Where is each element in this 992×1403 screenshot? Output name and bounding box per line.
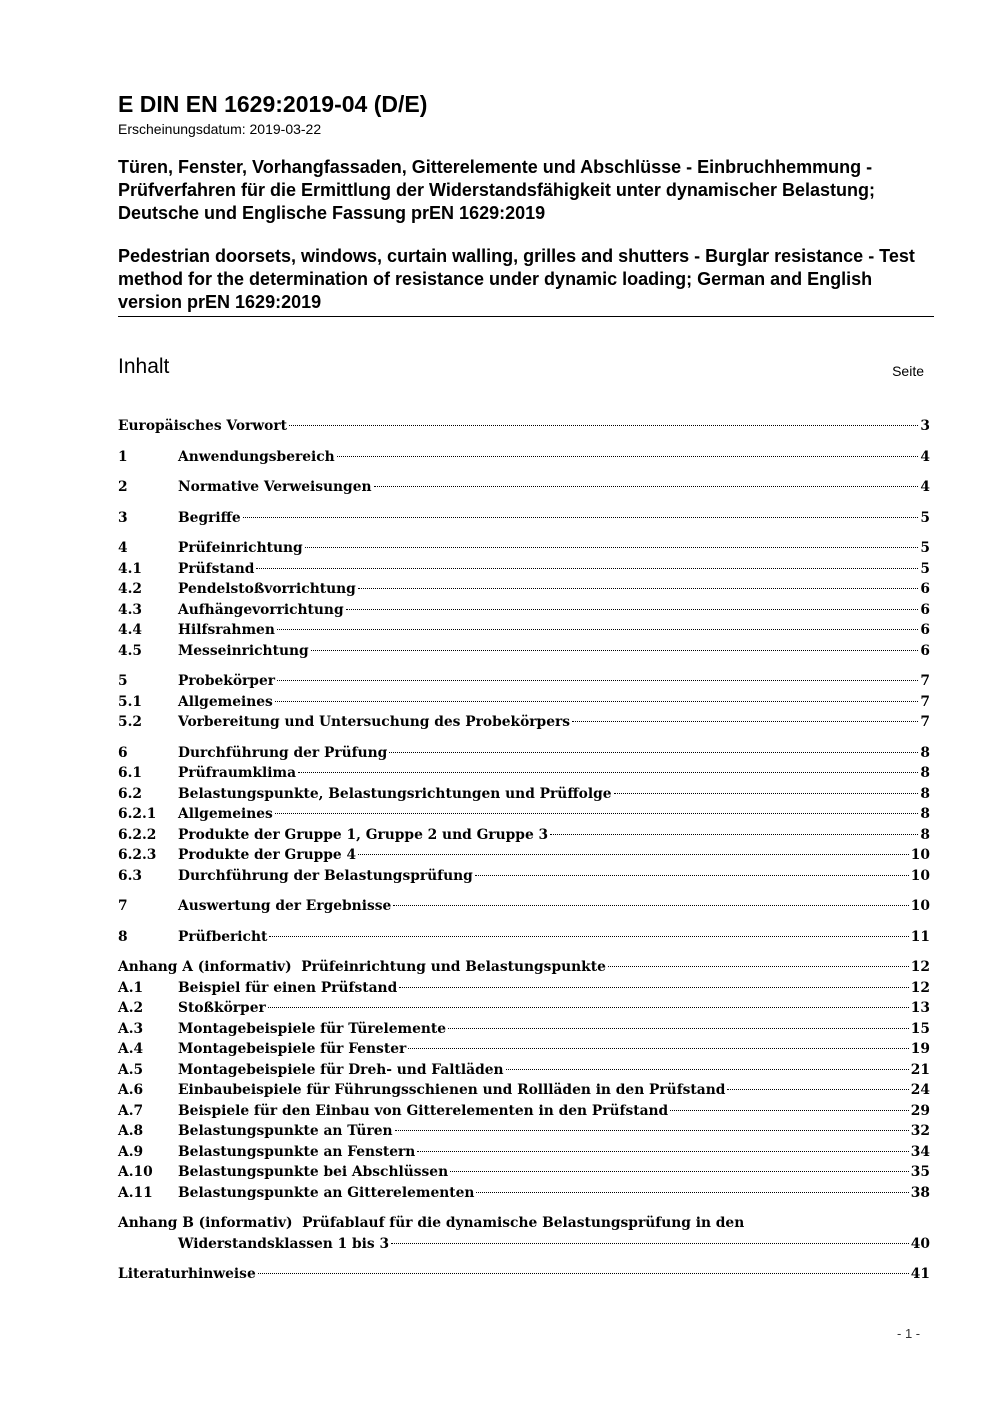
toc-entry-number: 4.4 [118, 622, 143, 638]
toc-entry-number: 5.2 [118, 714, 143, 730]
title-german: Türen, Fenster, Vorhangfassaden, Gitterelemente und Abschlüsse - Einbruchhemmung - Prüfverfahren für die Ermittlung der Widerstandsfähigkeit unter dynamischer Belastung; Deutsche und Englische Fassung prEN 1629:2019 [118, 157, 875, 223]
toc-entry-label: Probekörper [178, 673, 275, 689]
leader-dots [311, 650, 919, 651]
toc-entry-page: 7 [920, 693, 930, 710]
toc-entry[interactable] [118, 1101, 930, 1122]
toc-entry-page: 8 [920, 744, 930, 761]
leader-dots [608, 966, 909, 967]
toc-entry-page: 7 [920, 714, 930, 730]
leader-dots [275, 701, 919, 702]
toc-entry-page: 13 [910, 1000, 930, 1016]
toc-entry-label: Belastungspunkte an Gitterelementen [178, 1184, 475, 1201]
toc-entry[interactable] [118, 447, 930, 468]
toc-entry-page: 34 [910, 1143, 930, 1160]
toc-entry-label: Hilfsrahmen [178, 622, 275, 638]
toc-entry-label: Beispiel für einen Prüfstand [178, 979, 398, 996]
leader-dots [337, 456, 919, 457]
toc-entry-label: Stoßkörper [178, 1000, 266, 1016]
toc-entry[interactable] [118, 416, 930, 437]
leader-dots [298, 772, 918, 773]
toc-entry-bibliography[interactable] [118, 1264, 930, 1285]
toc-entry-label: Montagebeispiele für Dreh- und Faltläden [178, 1061, 504, 1078]
toc-entry-page: 6 [920, 622, 930, 638]
toc-entry-number: 6.2 [118, 785, 143, 802]
toc-entry-page: 4 [920, 448, 930, 465]
toc-entry[interactable] [118, 508, 930, 529]
toc-entry-page: 15 [910, 1020, 930, 1037]
toc-entry-number: A.9 [118, 1143, 144, 1160]
toc-entry-label: Produkte der Gruppe 4 [178, 847, 357, 863]
toc-entry-page: 3 [920, 418, 930, 434]
toc-entry-page: 10 [910, 898, 930, 914]
toc-entry-label: Prüfstand [178, 560, 255, 577]
toc-entry[interactable] [118, 825, 930, 846]
leader-dots [346, 609, 919, 610]
toc-entry[interactable] [118, 866, 930, 887]
toc-entry[interactable] [118, 978, 930, 999]
document-header [118, 90, 934, 385]
toc-entry-number: 6.2.2 [118, 826, 157, 843]
leader-dots [727, 1089, 908, 1090]
toc-entry-number: 6.2.1 [118, 806, 157, 822]
toc-entry-label: Durchführung der Belastungsprüfung [178, 867, 473, 884]
toc-entry-page: 8 [920, 806, 930, 822]
toc-entry-page: 6 [920, 601, 930, 618]
toc-page-column-label: Seite [892, 363, 924, 379]
toc-entry[interactable] [118, 896, 930, 917]
leader-dots [395, 1130, 909, 1131]
toc-entry[interactable] [118, 763, 930, 784]
toc-title: Inhalt [118, 355, 170, 378]
toc-entry[interactable] [118, 1183, 930, 1204]
toc-entry-label: Allgemeines [178, 806, 273, 822]
toc-entry-page: 32 [910, 1123, 930, 1139]
leader-dots [305, 547, 919, 548]
toc-entry-page: 8 [920, 785, 930, 802]
toc-entry-number: 8 [118, 928, 128, 945]
leader-dots [268, 1007, 909, 1008]
toc-entry-page: 5 [920, 560, 930, 577]
toc-entry[interactable] [118, 804, 930, 825]
leader-dots [289, 425, 918, 426]
toc-entry-page: 6 [920, 581, 930, 597]
toc-entry-label-line1: Anhang B (informativ) Prüfablauf für die dynamische Belastungsprüfung in den [118, 1215, 745, 1231]
toc-entry-label: Produkte der Gruppe 1, Gruppe 2 und Gruppe 3 [178, 826, 549, 843]
toc-entry[interactable] [118, 1121, 930, 1142]
toc-entry-number: A.2 [118, 1000, 144, 1016]
toc-entry[interactable] [118, 1080, 930, 1101]
leader-dots [408, 1048, 909, 1049]
publication-date: Erscheinungsdatum: 2019-03-22 [118, 121, 322, 137]
leader-dots [277, 680, 918, 681]
toc-entry[interactable] [118, 620, 930, 641]
toc-entry-number: 6.2.3 [118, 847, 157, 863]
toc-entry-annex-a[interactable] [118, 957, 930, 978]
leader-dots [399, 987, 909, 988]
toc-entry-number: 5.1 [118, 693, 143, 710]
toc-entry-page: 11 [910, 928, 930, 945]
leader-dots [358, 588, 919, 589]
toc-entry-page: 4 [920, 479, 930, 495]
leader-dots [475, 875, 909, 876]
toc-entry-number: 4.3 [118, 601, 143, 618]
toc-entry[interactable] [118, 641, 930, 662]
toc-entry-label: Widerstandsklassen 1 bis 3 [178, 1235, 390, 1252]
toc-entry[interactable] [118, 692, 930, 713]
toc-entry-page: 10 [910, 867, 930, 884]
toc-entry-label: Belastungspunkte an Türen [178, 1123, 393, 1139]
leader-dots [389, 752, 918, 753]
leader-dots [277, 629, 919, 630]
toc-entry[interactable] [118, 712, 930, 733]
toc-entry-label: Durchführung der Prüfung [178, 744, 388, 761]
toc-entry-label: Messeinrichtung [178, 642, 309, 659]
toc-entry-page: 35 [910, 1164, 930, 1180]
leader-dots [476, 1192, 908, 1193]
toc-entry-number: A.5 [118, 1061, 144, 1078]
toc-entry[interactable] [118, 927, 930, 948]
toc-entry-page: 21 [910, 1061, 930, 1078]
toc-entry-page: 7 [920, 673, 930, 689]
toc-entry-label: Aufhängevorrichtung [178, 601, 344, 618]
page-number: - 1 - [897, 1326, 921, 1341]
toc-entry-label: Begriffe [178, 509, 241, 526]
toc-entry-number: A.1 [118, 979, 144, 996]
toc-entry-label: Auswertung der Ergebnisse [178, 898, 392, 914]
title-english: Pedestrian doorsets, windows, curtain walling, grilles and shutters - Burglar resistance - Test method for the determination of resistance under dynamic loading; German and English version prEN 1629:2019 [118, 245, 934, 317]
toc-entry-page: 6 [920, 642, 930, 659]
toc-entry-page: 40 [910, 1235, 930, 1252]
toc-entry-page: 8 [920, 826, 930, 843]
toc-entry-label: Vorbereitung und Untersuchung des Probekörpers [178, 714, 571, 730]
leader-dots [358, 854, 909, 855]
toc-entry-label: Normative Verweisungen [178, 479, 372, 495]
toc-entry-number: 1 [118, 448, 128, 465]
toc-entry[interactable] [118, 671, 930, 692]
leader-dots [256, 568, 918, 569]
toc-entry-label: Anhang A (informativ) Prüfeinrichtung und Belastungspunkte [118, 959, 606, 975]
leader-dots [269, 936, 908, 937]
leader-dots [448, 1028, 909, 1029]
leader-dots [614, 793, 919, 794]
toc-entry-number: A.3 [118, 1020, 144, 1037]
toc-entry-page: 5 [920, 509, 930, 526]
toc-entry[interactable] [118, 559, 930, 580]
toc-entry[interactable] [118, 1019, 930, 1040]
toc-entry[interactable] [118, 1162, 930, 1183]
toc-entry-number: 3 [118, 509, 128, 526]
leader-dots [450, 1171, 909, 1172]
toc-entry-number: A.7 [118, 1102, 144, 1119]
leader-dots [391, 1243, 909, 1244]
leader-dots [393, 905, 909, 906]
toc-entry-page: 29 [910, 1102, 930, 1119]
leader-dots [506, 1069, 909, 1070]
toc-entry-page: 8 [920, 765, 930, 781]
toc-entry-label: Europäisches Vorwort [118, 418, 288, 434]
leader-dots [572, 721, 918, 722]
toc-entry-label: Belastungspunkte bei Abschlüssen [178, 1164, 449, 1180]
toc-entry-page: 24 [910, 1082, 930, 1098]
toc-entry-number: 6 [118, 744, 128, 761]
toc-entry-number: 2 [118, 479, 128, 495]
toc-entry-number: 6.1 [118, 765, 143, 781]
toc-entry-label: Montagebeispiele für Fenster [178, 1041, 407, 1057]
toc-entry-label: Montagebeispiele für Türelemente [178, 1020, 447, 1037]
toc-entry-page: 19 [910, 1041, 930, 1057]
toc-entry-label: Prüfeinrichtung [178, 540, 303, 556]
toc-entry[interactable] [118, 1142, 930, 1163]
toc-entry-page: 38 [910, 1184, 930, 1201]
toc-entry[interactable] [118, 600, 930, 621]
toc-entry-number: 4.1 [118, 560, 143, 577]
toc-entry-page: 10 [910, 847, 930, 863]
toc-entry-label: Anwendungsbereich [178, 448, 335, 465]
toc-entry-label: Belastungspunkte, Belastungsrichtungen und Prüffolge [178, 785, 612, 802]
leader-dots [374, 486, 919, 487]
toc-entry-page: 41 [910, 1266, 930, 1282]
toc-entry[interactable] [118, 784, 930, 805]
toc-entry-number: 4 [118, 540, 128, 556]
toc-entry[interactable] [118, 845, 930, 866]
leader-dots [670, 1110, 909, 1111]
toc-entry-number: 6.3 [118, 867, 143, 884]
toc-entry-number: 4.2 [118, 581, 143, 597]
leader-dots [243, 517, 919, 518]
toc-entry[interactable] [118, 1039, 930, 1060]
leader-dots [275, 813, 919, 814]
toc-heading [118, 355, 934, 385]
toc-entry-number: A.4 [118, 1041, 144, 1057]
toc-entry-number: A.6 [118, 1082, 144, 1098]
leader-dots [550, 834, 918, 835]
toc-entry-label: Prüfbericht [178, 928, 268, 945]
toc-entry-label: Einbaubeispiele für Führungsschienen und Rollläden in den Prüfstand [178, 1082, 726, 1098]
toc-entry-label: Pendelstoßvorrichtung [178, 581, 356, 597]
toc-entry-label: Beispiele für den Einbau von Gitterelementen in den Prüfstand [178, 1102, 669, 1119]
toc-entry-number: 5 [118, 673, 128, 689]
toc-entry-label: Prüfraumklima [178, 765, 297, 781]
toc-entry-page: 12 [910, 979, 930, 996]
document-id: E DIN EN 1629:2019-04 (D/E) [118, 91, 428, 117]
toc-entry-number: 7 [118, 898, 128, 914]
toc-entry-number: A.10 [118, 1164, 153, 1180]
toc-entry[interactable] [118, 477, 930, 498]
toc-entry-label: Belastungspunkte an Fenstern [178, 1143, 416, 1160]
toc-entry-page: 12 [910, 959, 930, 975]
toc-entry[interactable] [118, 579, 930, 600]
toc-entry[interactable] [118, 538, 930, 559]
leader-dots [258, 1273, 909, 1274]
leader-dots [417, 1151, 908, 1152]
toc-entry-label: Allgemeines [178, 693, 273, 710]
toc-entry[interactable] [118, 998, 930, 1019]
toc-entry-page: 5 [920, 540, 930, 556]
toc-entry[interactable] [118, 1060, 930, 1081]
toc-entry-number: A.8 [118, 1123, 144, 1139]
toc-entry-annex-b[interactable] [118, 1213, 930, 1254]
toc-entry-number: 4.5 [118, 642, 143, 659]
toc-entry-label: Literaturhinweise [118, 1266, 256, 1282]
table-of-contents [118, 416, 930, 1285]
toc-entry[interactable] [118, 743, 930, 764]
toc-entry-number: A.11 [118, 1184, 153, 1201]
